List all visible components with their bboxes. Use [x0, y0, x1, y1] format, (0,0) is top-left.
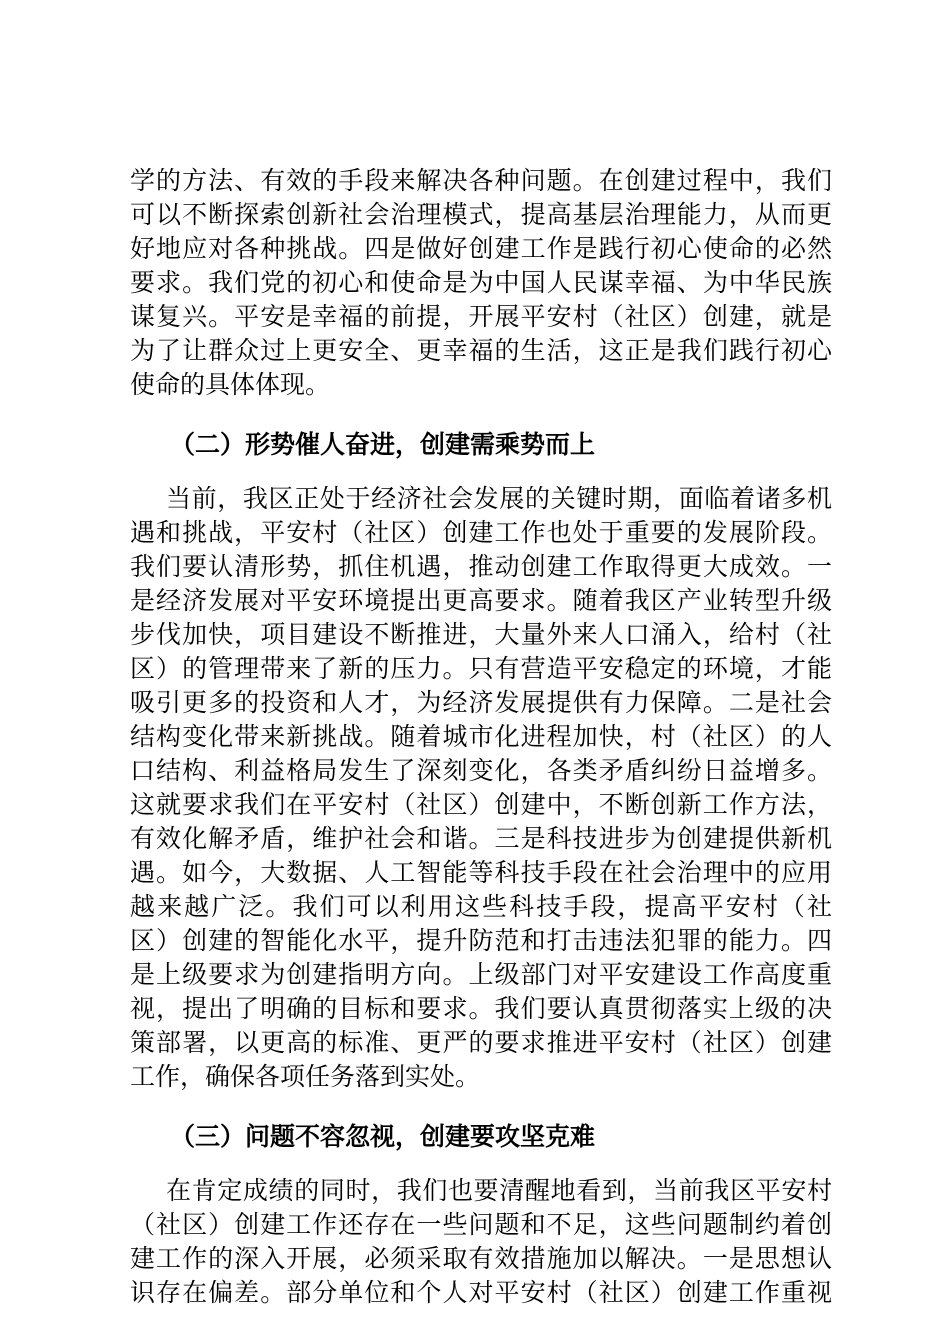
text-line: 谋复兴。平安是幸福的前提，开展平安村（社区）创建，就是	[130, 302, 832, 331]
section-heading-2: （二）形势催人奋进，创建需乘势而上	[170, 430, 596, 459]
text-line: 要求。我们党的初心和使命是为中国人民谋幸福、为中华民族	[130, 268, 832, 297]
text-line: （社区）创建工作还存在一些问题和不足，这些问题制约着创	[130, 1210, 832, 1239]
text-line: 我们要认清形势，抓住机遇，推动创建工作取得更大成效。一	[130, 552, 832, 581]
text-line: 吸引更多的投资和人才，为经济发展提供有力保障。二是社会	[130, 688, 832, 717]
text-line: 有效化解矛盾，维护社会和谐。三是科技进步为创建提供新机	[130, 824, 832, 853]
text-line: 识存在偏差。部分单位和个人对平安村（社区）创建工作重视	[130, 1278, 832, 1307]
text-line: 可以不断探索创新社会治理模式，提高基层治理能力，从而更	[130, 200, 832, 229]
text-line: 工作，确保各项任务落到实处。	[130, 1062, 481, 1091]
text-line: 建工作的深入开展，必须采取有效措施加以解决。一是思想认	[130, 1244, 832, 1273]
text-line: 结构变化带来新挑战。随着城市化进程加快，村（社区）的人	[130, 722, 832, 751]
paragraph-situation	[130, 482, 832, 1094]
text-line: 这就要求我们在平安村（社区）创建中，不断创新工作方法，	[130, 790, 832, 819]
text-line: 视，提出了明确的目标和要求。我们要认真贯彻落实上级的决	[130, 994, 832, 1023]
paragraph-problems	[130, 1174, 832, 1310]
text-line: 策部署，以更高的标准、更严的要求推进平安村（社区）创建	[130, 1028, 832, 1057]
text-line: 口结构、利益格局发生了深刻变化，各类矛盾纠纷日益增多。	[130, 756, 832, 785]
section-heading-3: （三）问题不容忽视，创建要攻坚克难	[170, 1122, 596, 1151]
text-line: 步伐加快，项目建设不断推进，大量外来人口涌入，给村（社	[130, 620, 832, 649]
text-line: 遇。如今，大数据、人工智能等科技手段在社会治理中的应用	[130, 858, 832, 887]
text-line: 在肯定成绩的同时，我们也要清醒地看到，当前我区平安村	[166, 1176, 832, 1205]
document-page	[130, 164, 832, 1310]
text-line: 为了让群众过上更安全、更幸福的生活，这正是我们践行初心	[130, 336, 832, 365]
text-line: 学的方法、有效的手段来解决各种问题。在创建过程中，我们	[130, 166, 832, 195]
text-line: 是经济发展对平安环境提出更高要求。随着我区产业转型升级	[130, 586, 832, 615]
text-line: 区）的管理带来了新的压力。只有营造平安稳定的环境，才能	[130, 654, 832, 683]
text-line: 好地应对各种挑战。四是做好创建工作是践行初心使命的必然	[130, 234, 832, 263]
text-line: 遇和挑战，平安村（社区）创建工作也处于重要的发展阶段。	[130, 518, 832, 547]
text-line: 当前，我区正处于经济社会发展的关键时期，面临着诸多机	[166, 484, 832, 513]
text-line: 是上级要求为创建指明方向。上级部门对平安建设工作高度重	[130, 960, 832, 989]
text-line: 越来越广泛。我们可以利用这些科技手段，提高平安村（社	[130, 892, 832, 921]
text-line: 区）创建的智能化水平，提升防范和打击违法犯罪的能力。四	[130, 926, 832, 955]
paragraph-intro-continued	[130, 164, 832, 402]
text-line: 使命的具体体现。	[130, 370, 331, 399]
